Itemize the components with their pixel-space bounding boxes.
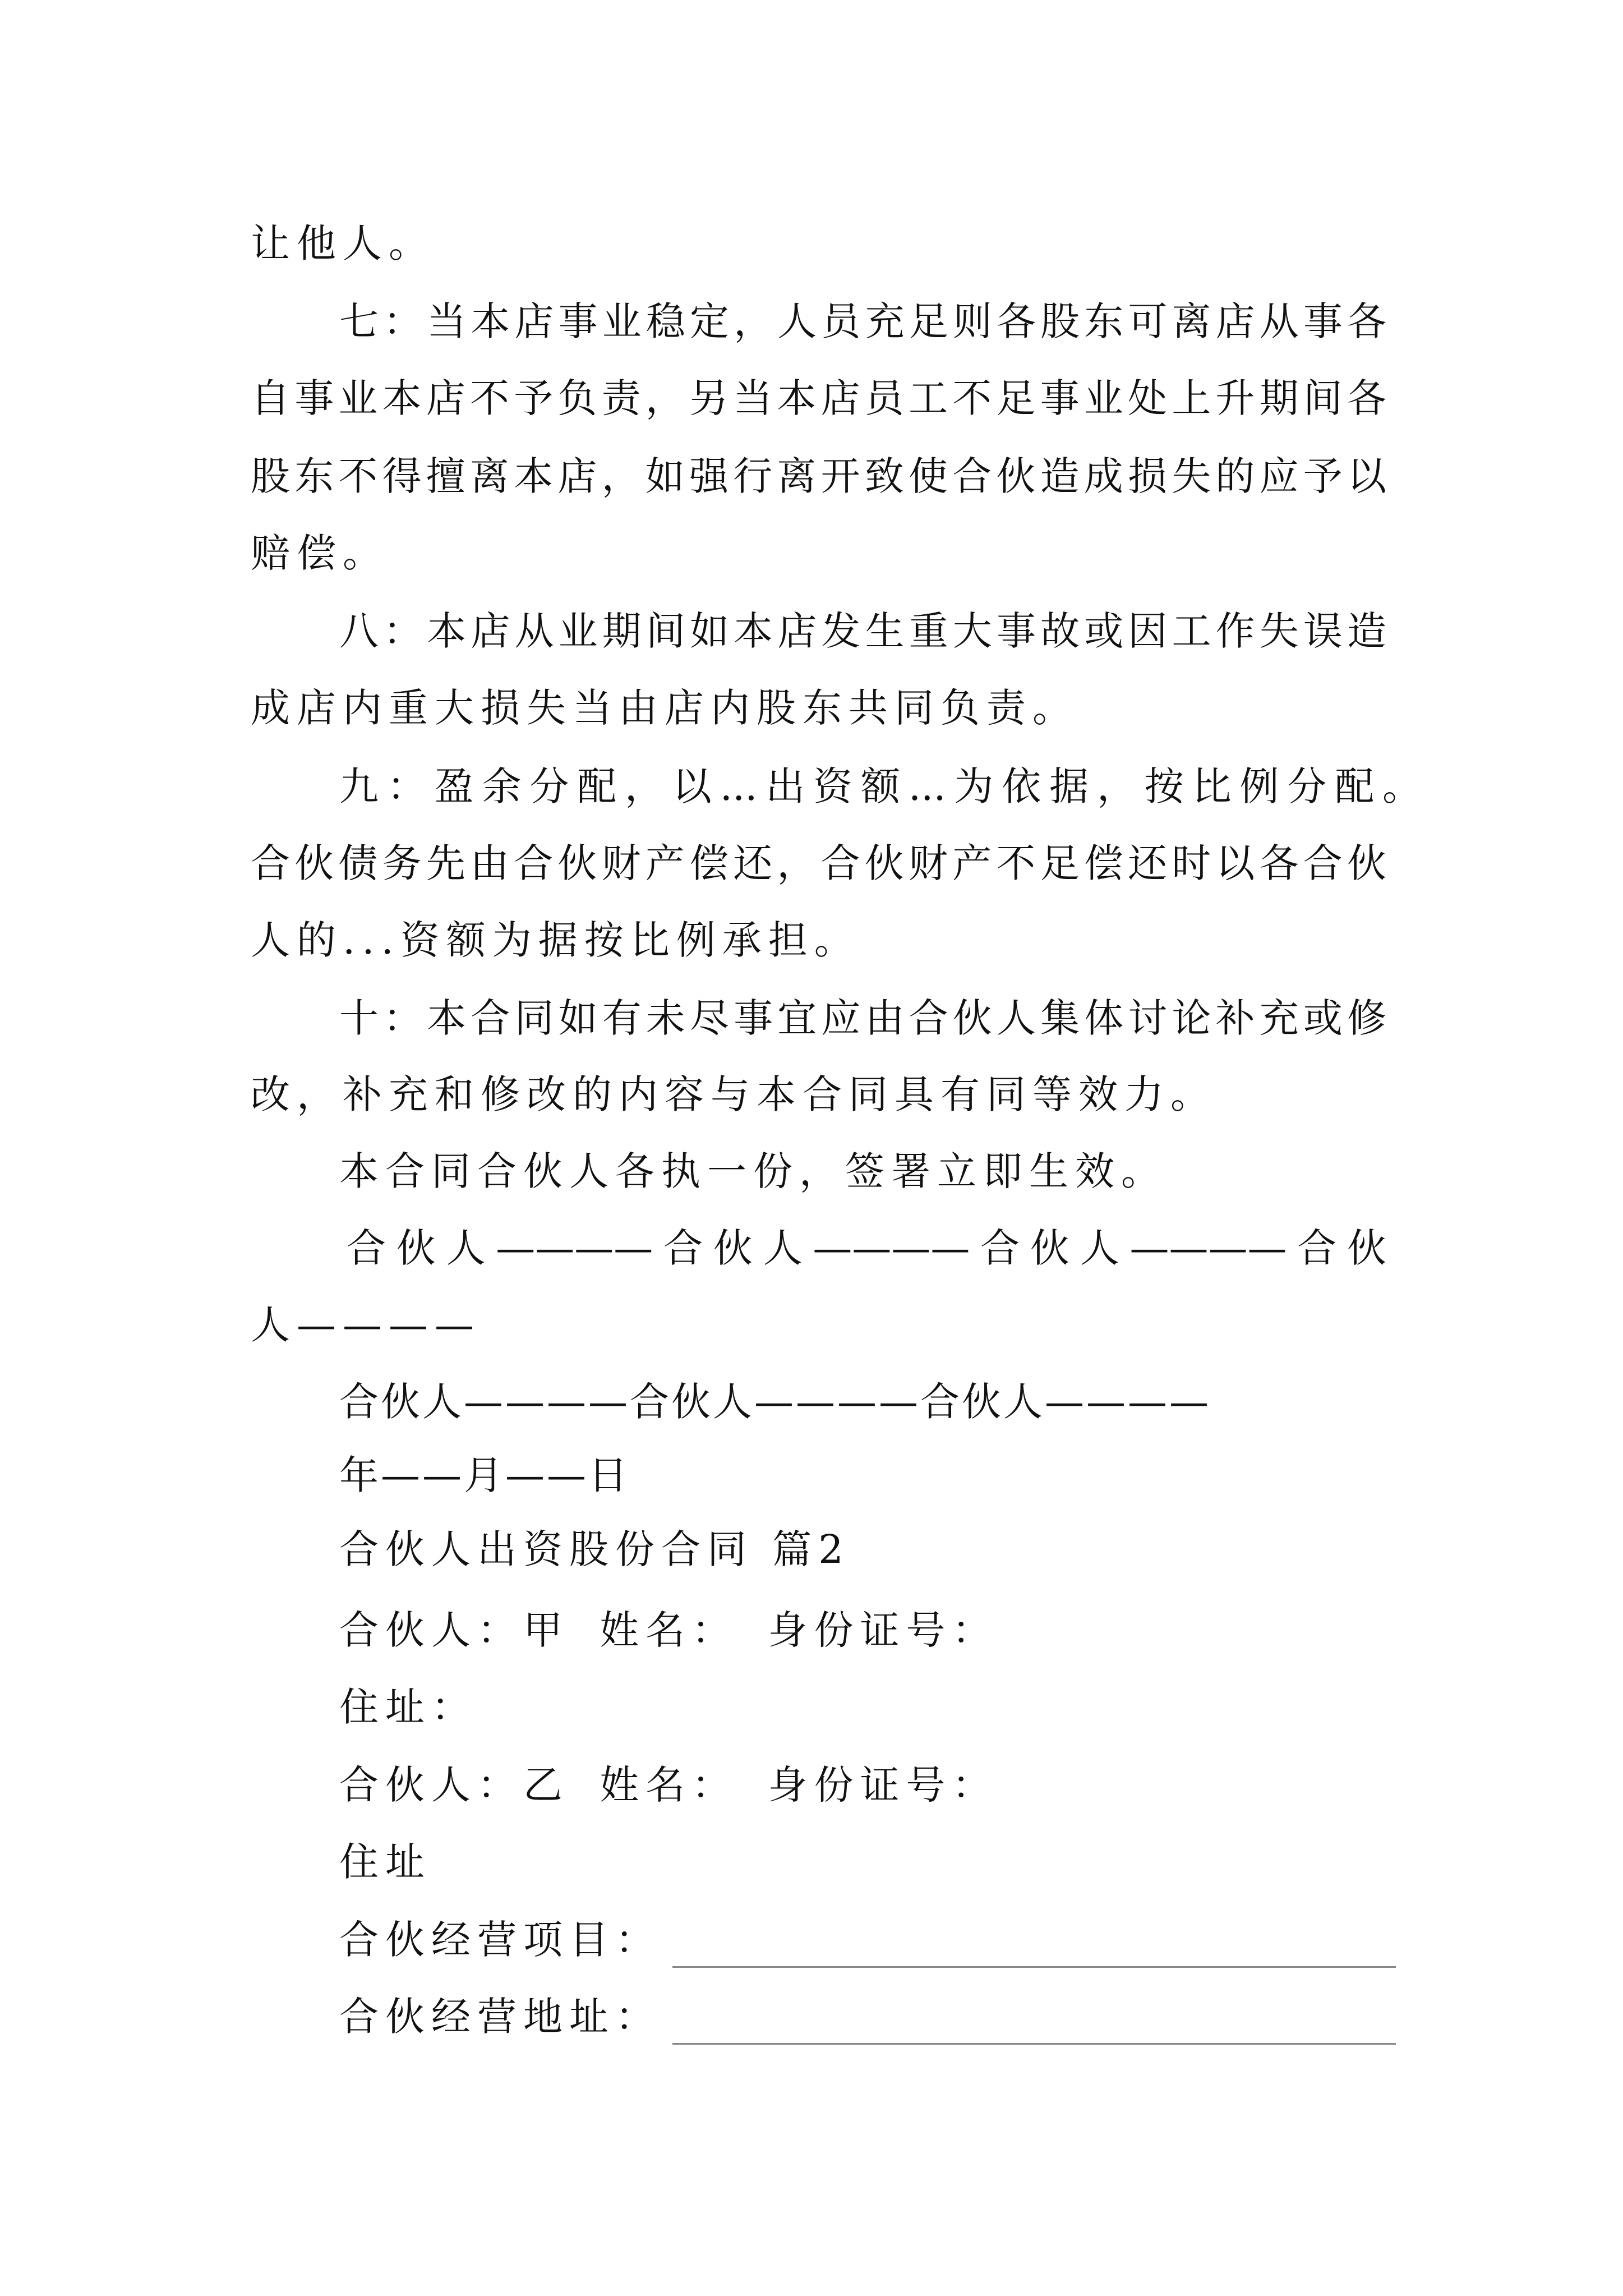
address-a-line: 住址： [339, 1684, 477, 1730]
paragraph-line: 本合同合伙人各执一份，签署立即生效。 [339, 1148, 1167, 1194]
clause-8-line: 八：本店从业期间如本店发生重大事故或因工作失误造 [339, 608, 1386, 654]
business-project-blank [672, 1927, 1396, 1968]
clause-9-line: 九：盈余分配，以...出资额...为依据，按比例分配。 [339, 763, 1422, 809]
section-title: 合伙人出资股份合同 篇2 [339, 1526, 850, 1572]
clause-10-line: 十：本合同如有未尽事宜应由合伙人集体讨论补充或修 [339, 995, 1386, 1041]
paragraph-line: 成店内重大损失当由店内股东共同负责。 [251, 685, 1078, 731]
signature-line: 人———— [251, 1302, 481, 1348]
business-address-blank [672, 2004, 1396, 2045]
business-project-field [339, 1912, 1396, 1968]
paragraph-line: 赔偿。 [251, 530, 389, 576]
date-line: 年——月——日 [339, 1452, 630, 1498]
partner-a-line: 合伙人：甲 姓名： 身份证号： [339, 1607, 998, 1653]
paragraph-line: 让他人。 [251, 220, 435, 266]
partner-b-line: 合伙人：乙 姓名： 身份证号： [339, 1762, 998, 1808]
paragraph-line: 股东不得擅离本店，如强行离开致使合伙造成损失的应予以 [251, 453, 1386, 499]
business-address-label: 合伙经营地址： [339, 1994, 661, 2040]
paragraph-line: 合伙债务先由合伙财产偿还，合伙财产不足偿还时以各合伙 [251, 840, 1386, 886]
paragraph-line: 自事业本店不予负责，另当本店员工不足事业处上升期间各 [251, 375, 1386, 421]
address-b-line: 住址 [339, 1839, 431, 1885]
business-project-label: 合伙经营项目： [339, 1917, 661, 1963]
clause-7-line: 七：当本店事业稳定，人员充足则各股东可离店从事各 [339, 298, 1386, 344]
paragraph-line: 改，补充和修改的内容与本合同具有同等效力。 [251, 1071, 1216, 1117]
business-address-field [339, 1989, 1396, 2045]
paragraph-line: 人的...资额为据按比例承担。 [251, 917, 860, 963]
signature-line: 合伙人————合伙人————合伙人———— [339, 1379, 1211, 1425]
signature-line: 合伙人————合伙人————合伙人————合伙 [347, 1225, 1386, 1271]
